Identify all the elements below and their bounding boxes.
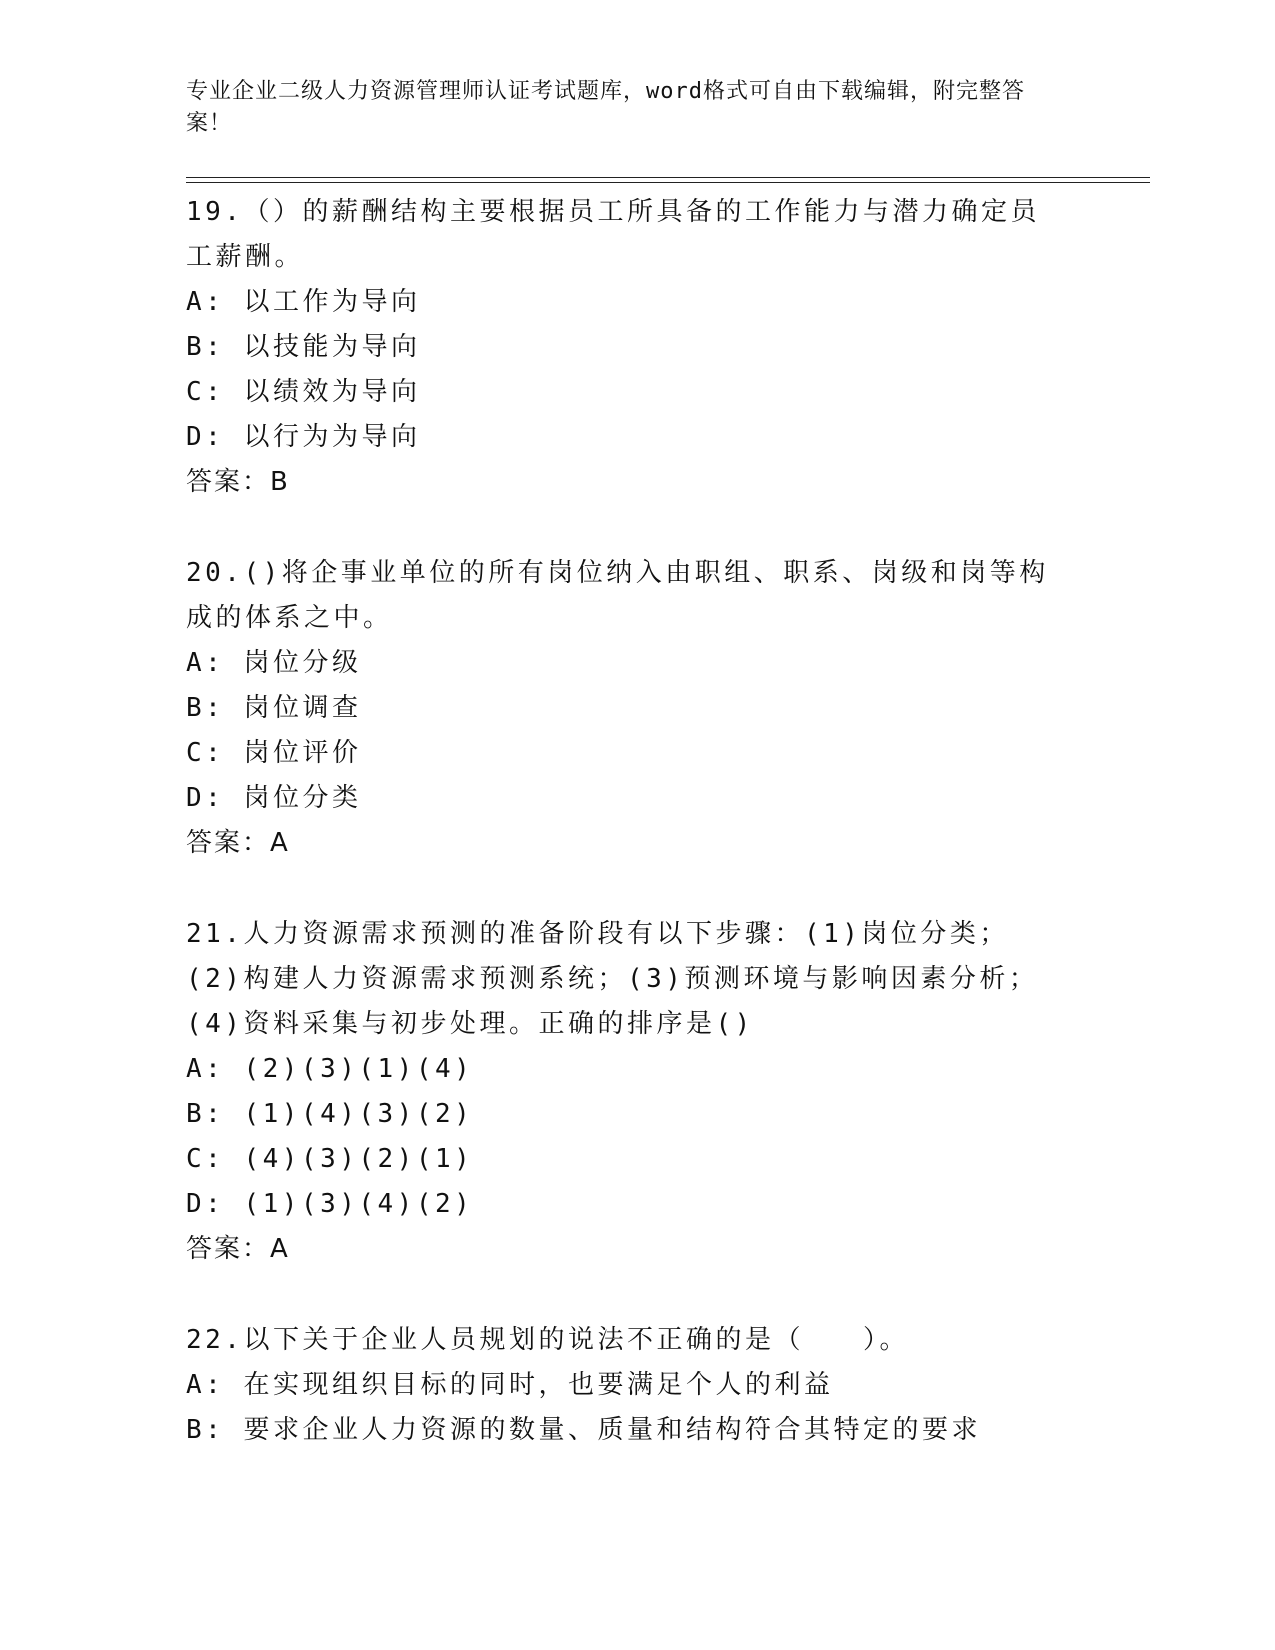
header-divider-bottom [186, 182, 1150, 183]
option-b: B: (1)(4)(3)(2) [186, 1099, 474, 1129]
option-d: D: 岗位分类 [186, 783, 362, 813]
question-21 [186, 912, 1066, 1272]
question-stem: 22.以下关于企业人员规划的说法不正确的是（ ）。 [186, 1325, 909, 1355]
question-stem: 19.（）的薪酬结构主要根据员工所具备的工作能力与潜力确定员工薪酬。 [186, 197, 1040, 272]
option-a: A: 岗位分级 [186, 648, 362, 678]
question-stem: 20.()将企事业单位的所有岗位纳入由职组、职系、岗级和岗等构成的体系之中。 [186, 558, 1049, 633]
document-header: 专业企业二级人力资源管理师认证考试题库，word格式可自由下载编辑，附完整答案！ [186, 79, 1025, 136]
option-a: A: (2)(3)(1)(4) [186, 1054, 474, 1084]
question-list [186, 190, 1066, 1499]
question-22 [186, 1318, 1066, 1453]
answer: 答案：A [186, 828, 290, 858]
answer: 答案：B [186, 467, 290, 497]
option-b: B: 要求企业人力资源的数量、质量和结构符合其特定的要求 [186, 1415, 981, 1445]
question-stem: 21.人力资源需求预测的准备阶段有以下步骤：(1)岗位分类；(2)构建人力资源需求预测系统；(3)预测环境与影响因素分析；(4)资料采集与初步处理。正确的排序是() [186, 919, 1039, 1039]
option-c: C: 以绩效为导向 [186, 377, 421, 407]
option-d: D: 以行为为导向 [186, 422, 421, 452]
option-a: A: 以工作为导向 [186, 287, 421, 317]
header-divider-top [186, 177, 1150, 178]
question-20 [186, 551, 1066, 866]
option-b: B: 以技能为导向 [186, 332, 421, 362]
option-b: B: 岗位调查 [186, 693, 362, 723]
option-a: A: 在实现组织目标的同时，也要满足个人的利益 [186, 1370, 834, 1400]
option-c: C: (4)(3)(2)(1) [186, 1144, 474, 1174]
option-c: C: 岗位评价 [186, 738, 362, 768]
answer: 答案：A [186, 1234, 290, 1264]
option-d: D: (1)(3)(4)(2) [186, 1189, 474, 1219]
question-19 [186, 190, 1066, 505]
